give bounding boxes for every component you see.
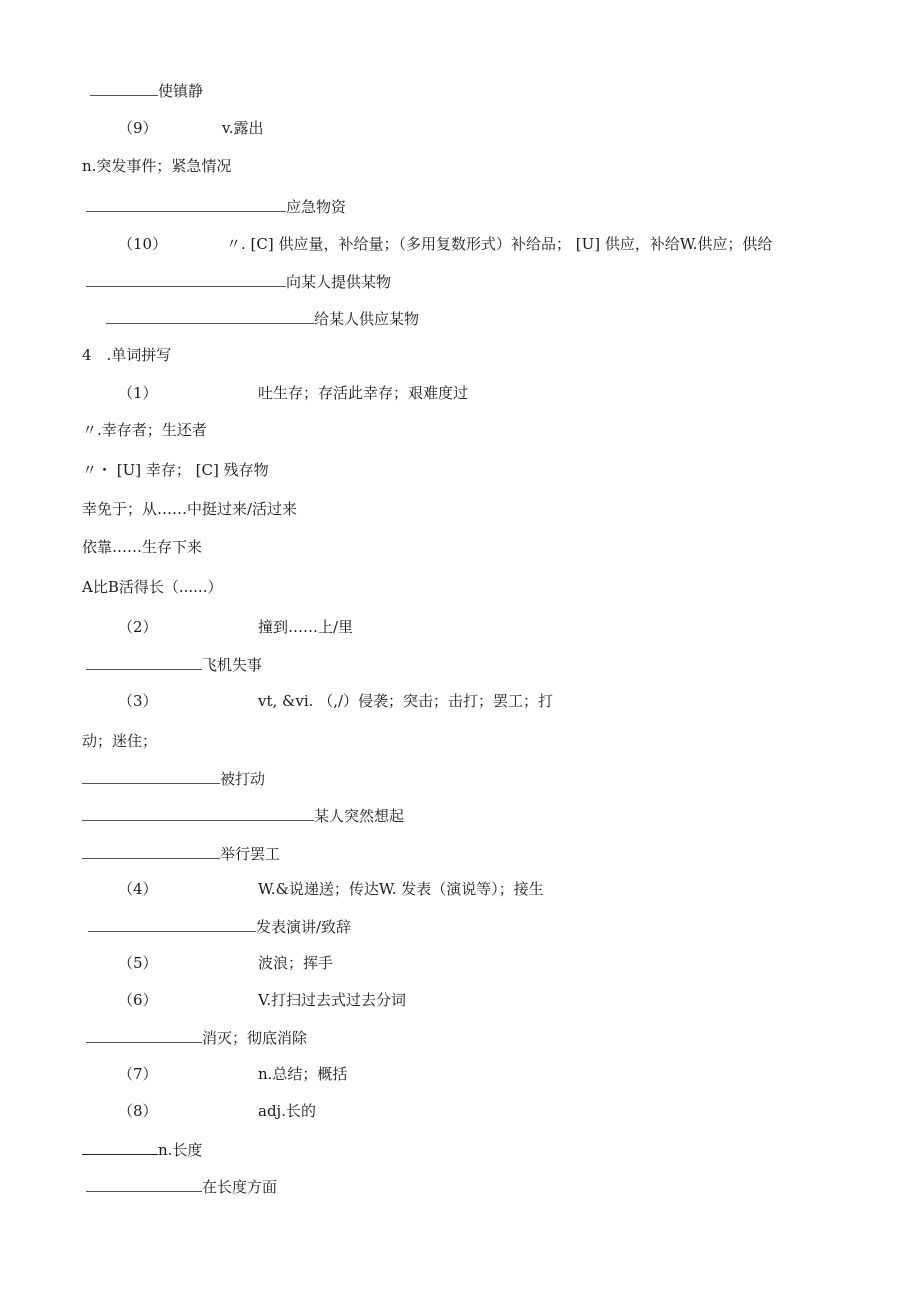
answer-blank[interactable]	[86, 271, 286, 287]
item-definition: adj.长的	[258, 1102, 316, 1120]
line-text: 〃・ [U] 幸存； [C] 残存物	[82, 461, 269, 479]
item-definition: v.露出	[222, 119, 264, 137]
vocab-line	[106, 308, 419, 329]
item-number: （6）	[118, 991, 158, 1009]
vocab-line	[82, 805, 404, 826]
line-text: 某人突然想起	[314, 807, 405, 825]
section-heading	[82, 345, 171, 365]
line-text: 在长度方面	[202, 1178, 278, 1196]
answer-blank[interactable]	[86, 196, 286, 212]
vocab-line	[86, 196, 346, 217]
line-text: 给某人供应某物	[314, 310, 420, 328]
line-text: 动；迷住；	[82, 732, 158, 750]
item-definition: 撞到……上/里	[258, 618, 354, 636]
item-number: （7）	[118, 1065, 158, 1083]
line-text: 飞机失事	[202, 656, 263, 674]
item-definition: 吐生存；存活此幸存；艰难度过	[258, 384, 469, 402]
item-definition: W.&说递送；传达W. 发表（演说等）；接生	[258, 880, 544, 898]
vocab-line	[82, 537, 202, 557]
vocab-line	[82, 843, 280, 864]
answer-blank[interactable]	[90, 80, 158, 96]
item-definition: vt, &vi. （,/）侵袭；突击；击打；罢工；打	[258, 692, 554, 710]
line-text: 被打动	[220, 770, 266, 788]
item-definition: 〃. [C] 供应量，补给量；（多用复数形式）补给品； [U] 供应，补给W.供应；供给	[226, 235, 773, 253]
item-number: （3）	[118, 692, 158, 710]
line-text: n.突发事件；紧急情况	[82, 157, 232, 175]
item-number: （2）	[118, 618, 158, 636]
heading-text: 4 .单词拼写	[82, 346, 172, 364]
item-definition: n.总结；概括	[258, 1065, 348, 1083]
item-number: （5）	[118, 954, 158, 972]
answer-blank[interactable]	[106, 308, 314, 324]
line-text: 举行罢工	[220, 845, 281, 863]
item-number: （10）	[118, 235, 168, 253]
vocab-line	[82, 768, 265, 789]
item-number: （1）	[118, 384, 158, 402]
vocab-line	[82, 1139, 202, 1160]
answer-blank[interactable]	[86, 1176, 202, 1192]
answer-blank[interactable]	[82, 805, 314, 821]
item-definition: 波浪；挥手	[258, 954, 334, 972]
vocab-line	[82, 156, 231, 176]
vocab-line	[82, 499, 297, 519]
line-text: 发表演讲/致辞	[256, 918, 352, 936]
line-text: 消灭；彻底消除	[202, 1029, 308, 1047]
answer-blank[interactable]	[82, 768, 220, 784]
item-number: （9）	[118, 119, 158, 137]
line-text: 向某人提供某物	[286, 273, 392, 291]
answer-blank[interactable]	[86, 654, 202, 670]
vocab-line	[82, 731, 157, 751]
answer-blank[interactable]	[86, 1027, 202, 1043]
item-number: （4）	[118, 880, 158, 898]
line-text: n.长度	[158, 1141, 203, 1159]
answer-blank[interactable]	[88, 916, 256, 932]
vocab-line	[86, 1027, 307, 1048]
vocab-line	[88, 916, 351, 937]
vocab-line	[86, 1176, 277, 1197]
item-number: （8）	[118, 1102, 158, 1120]
line-text: 应急物资	[286, 198, 347, 216]
line-text: A比B活得长（......）	[82, 578, 223, 596]
vocab-line	[90, 80, 203, 101]
vocab-line	[82, 577, 222, 597]
line-text: 〃.幸存者；生还者	[82, 421, 207, 439]
vocab-line	[86, 654, 262, 675]
line-text: 幸免于；从……中挺过来/活过来	[82, 500, 298, 518]
line-text: 使镇静	[158, 82, 204, 100]
vocab-line	[86, 271, 391, 292]
answer-blank[interactable]	[82, 1139, 158, 1155]
vocab-line	[82, 460, 269, 480]
answer-blank[interactable]	[82, 843, 220, 859]
line-text: 依靠……生存下来	[82, 538, 203, 556]
vocab-line	[82, 420, 207, 440]
item-definition: V.打扫过去式过去分词	[258, 991, 406, 1009]
